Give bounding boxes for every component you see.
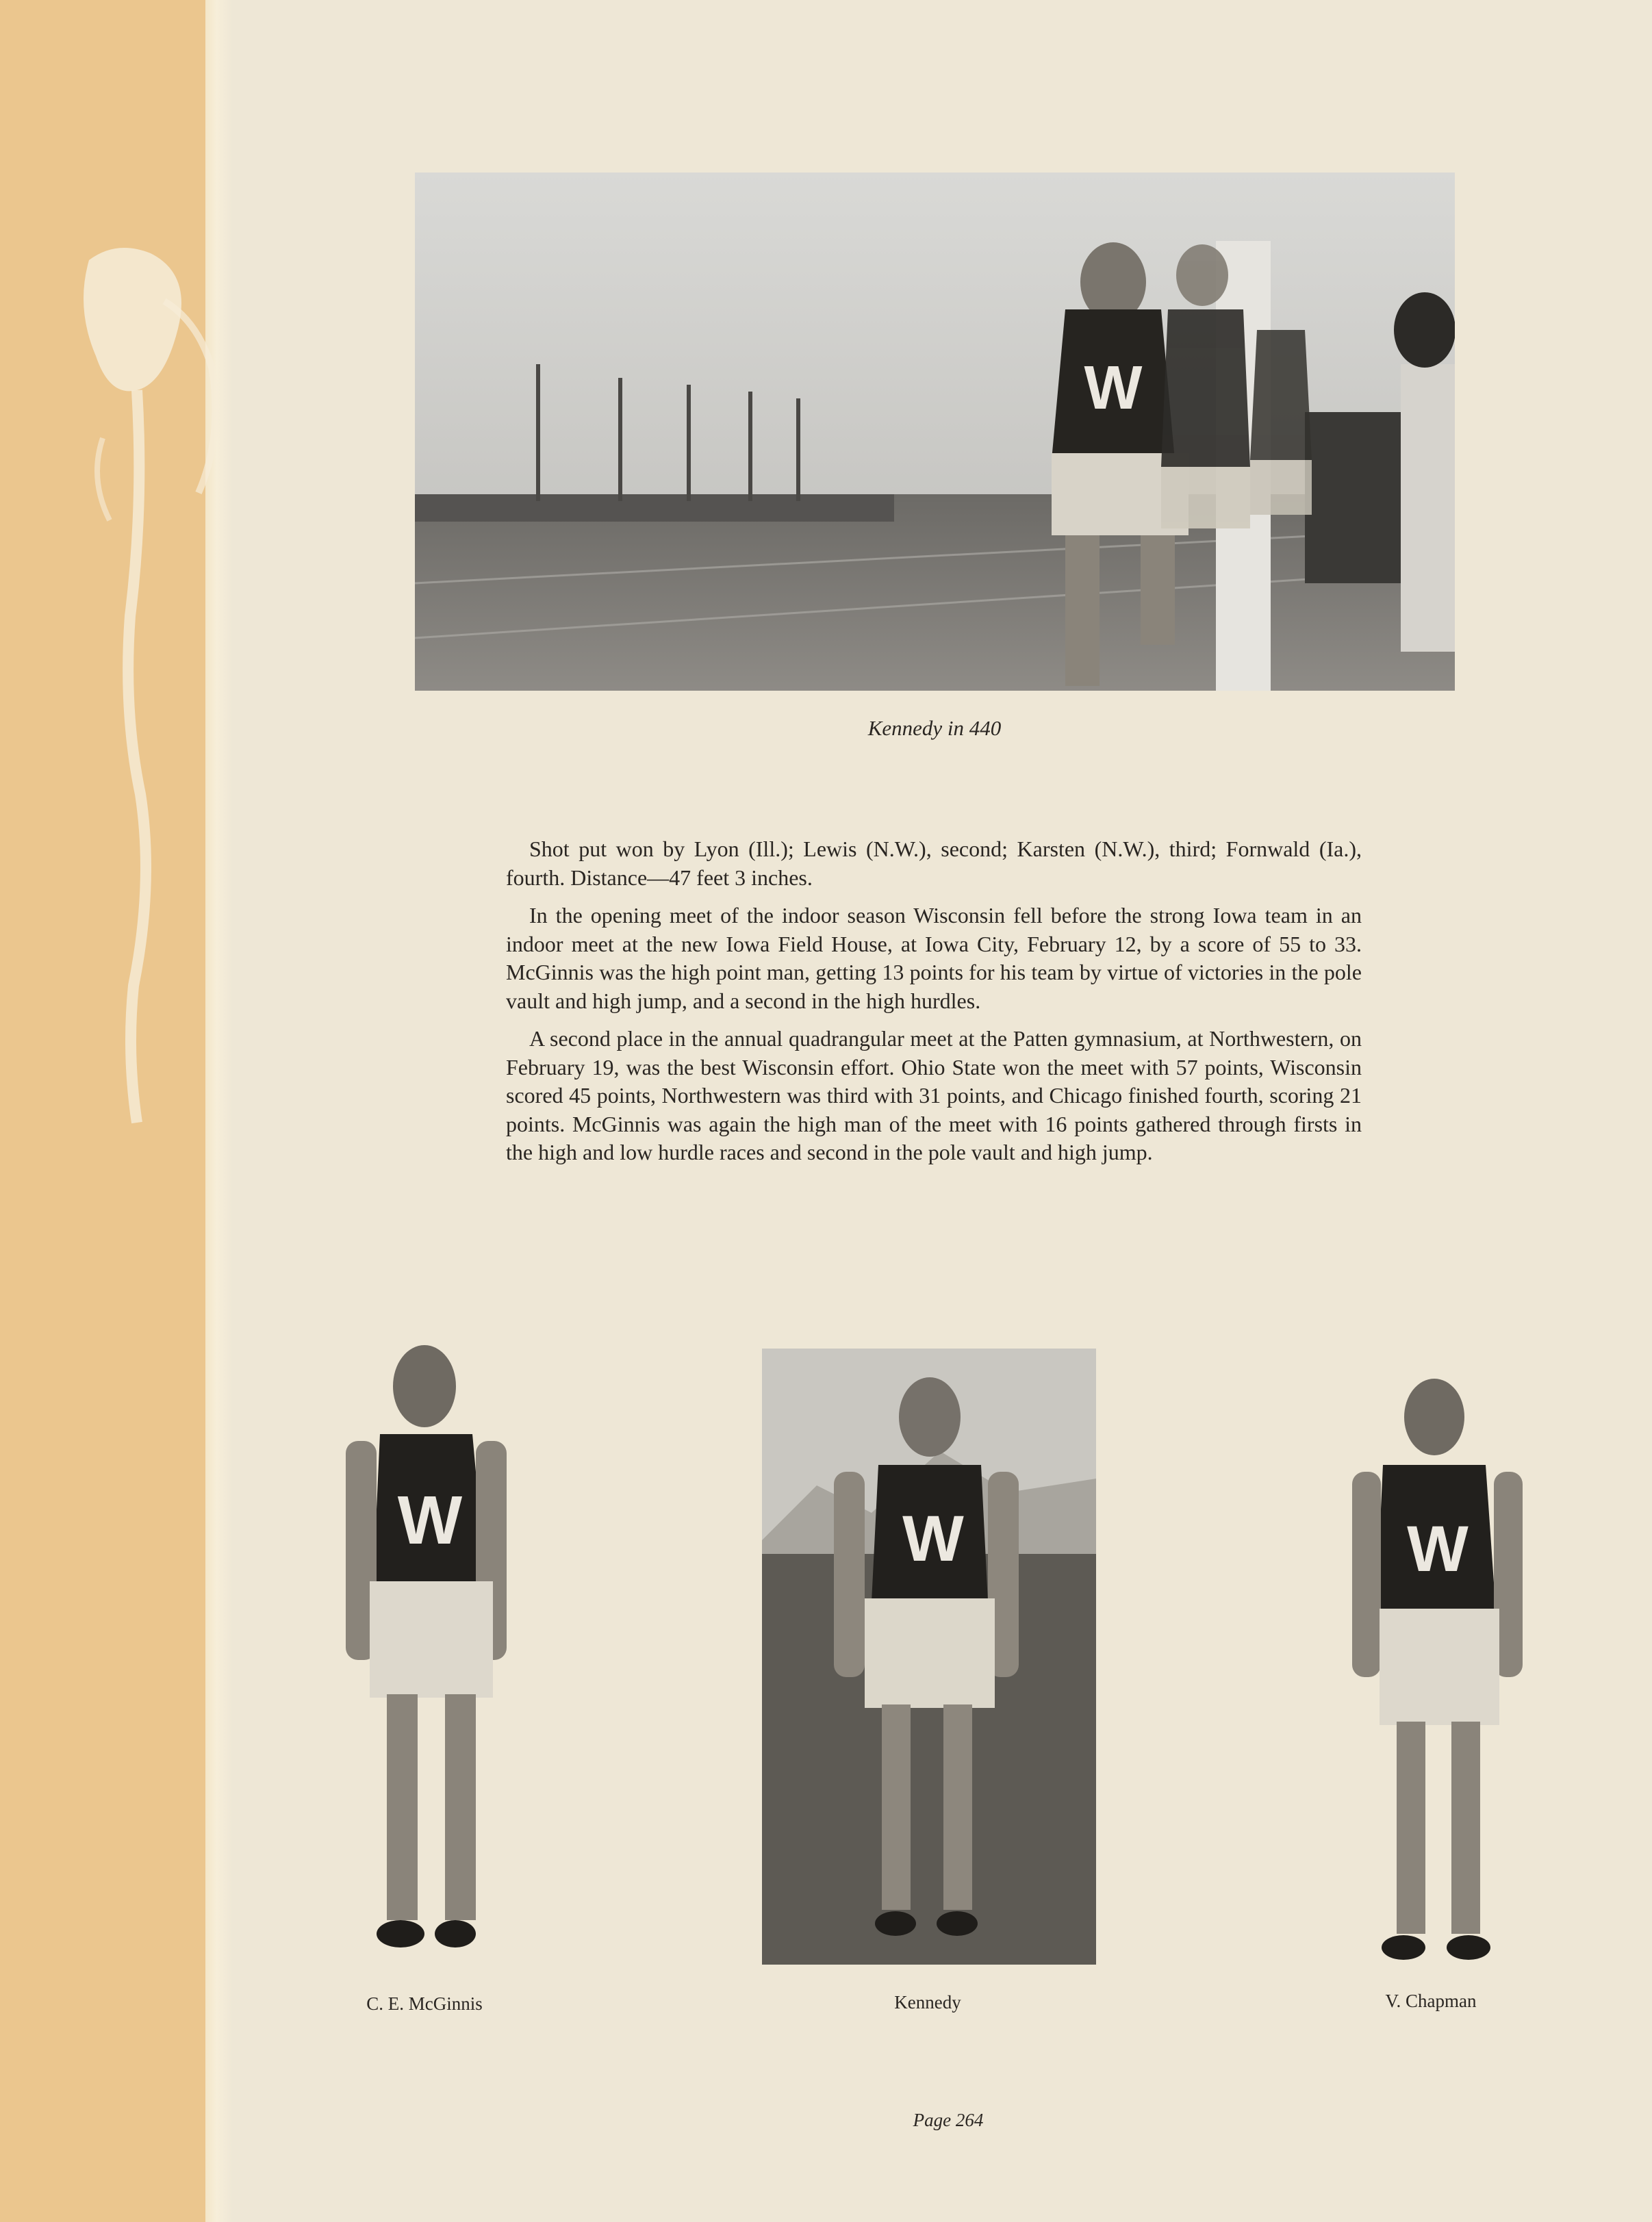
svg-text:W: W <box>902 1503 964 1575</box>
paragraph-quadrangular-meet: A second place in the annual quadrangular meet at the Patten gymnasium, at Northwestern, on February 19, was the best Wisconsin effort. Ohio State won the meet with 57 points, Wisconsin scored 45 points, Northwestern was third with 31 points, and Chicago finished fourth, scoring 21 points. McGinnis was again the high man of the meet with 16 points gathered through firsts in the high and low hurdle races and second in the pole vault and high jump. <box>506 1026 1362 1164</box>
article-body <box>506 835 1362 1177</box>
svg-text:W: W <box>397 1482 463 1559</box>
photo-mcginnis <box>335 1338 527 1965</box>
photo-kennedy <box>762 1349 1096 1965</box>
decorative-vine-ornament <box>62 233 233 1157</box>
page-number: Page 264 <box>913 2110 984 2130</box>
caption-kennedy: Kennedy <box>894 1992 961 2013</box>
top-photo-jersey-letter: W <box>1084 354 1143 422</box>
top-photo-race <box>415 173 1455 691</box>
svg-text:W: W <box>1407 1513 1469 1585</box>
paragraph-iowa-meet: In the opening meet of the indoor season Wisconsin fell before the strong Iowa team in an indoor meet at the new Iowa Field House, at Iowa City, February 12, by a score of 55 to 33. McGinnis was the high point man, getting 13 points for his team by virtue of victories in the pole vault and high jump, and a second in the high hurdles. <box>506 903 1362 1013</box>
photo-chapman <box>1349 1372 1530 1968</box>
caption-mcginnis: C. E. McGinnis <box>366 1993 483 2014</box>
paragraph-shot-put: Shot put won by Lyon (Ill.); Lewis (N.W.), second; Karsten (N.W.), third; Fornwald (Ia.), fourth. Distance—47 feet 3 inches. <box>506 837 1362 890</box>
top-photo-caption: Kennedy in 440 <box>867 716 1002 740</box>
caption-chapman: V. Chapman <box>1385 1991 1477 2011</box>
